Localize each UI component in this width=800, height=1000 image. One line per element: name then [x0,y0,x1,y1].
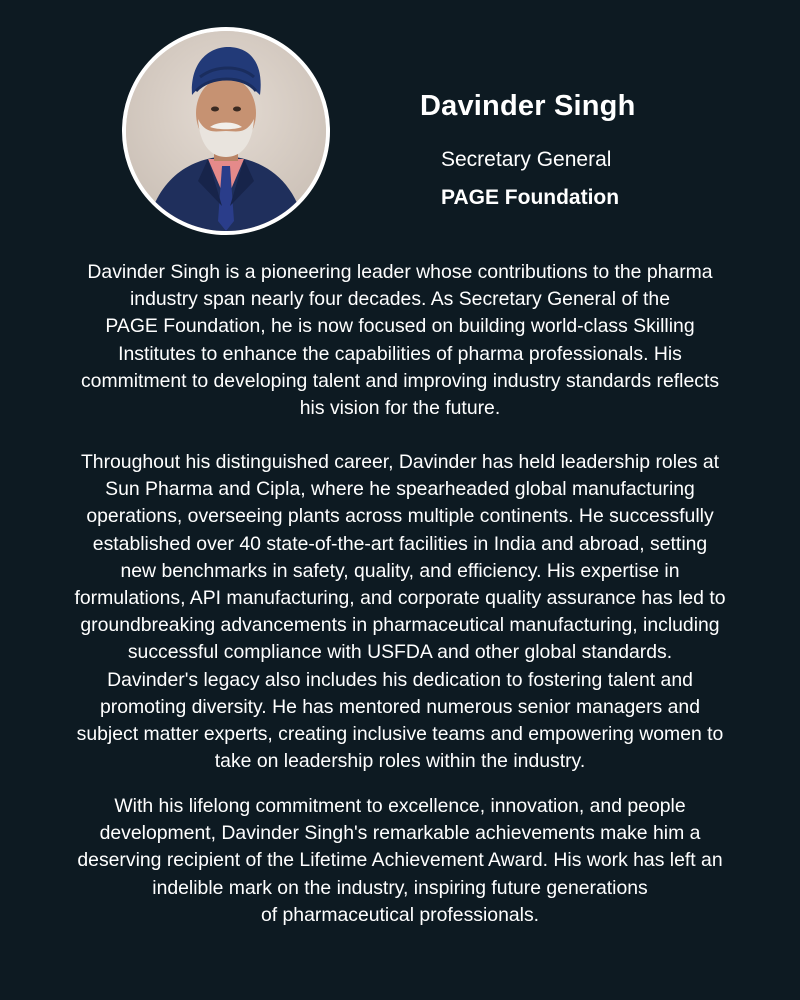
bio-line: new benchmarks in safety, quality, and efficiency. His expertise in [120,559,680,582]
profile-photo [122,27,330,235]
bio-line: formulations, API manufacturing, and corporate quality assurance has led to [74,587,726,610]
bio-line: operations, overseeing plants across multiple continents. He successfully [86,505,714,528]
bio-line: With his lifelong commitment to excellence, innovation, and people [114,795,686,817]
bio-line: his vision for the future. [299,397,501,420]
bio-line: commitment to developing talent and improving industry standards reflects [80,369,720,392]
bio-line: take on leadership roles within the industry. [214,750,586,773]
bio-line: industry span nearly four decades. As Secretary General of the [129,288,670,311]
bio-line: development, Davinder Singh's remarkable achievements make him a [99,822,701,845]
bio-line: groundbreaking advancements in pharmaceutical manufacturing, including [80,614,720,637]
bio-line: Institutes to enhance the capabilities of pharma professionals. His [118,342,682,365]
bio-line: of pharmaceutical professionals. [260,903,540,926]
bio-line: deserving recipient of the Lifetime Achievement Award. His work has left an [77,849,723,872]
bio-paragraph-3 [20,793,780,929]
person-organization: PAGE Foundation [441,186,620,209]
bio-line: successful compliance with USFDA and other global standards. [127,641,673,664]
person-role: Secretary General [441,148,612,171]
bio-line: promoting diversity. He has mentored numerous senior managers and [100,695,700,718]
bio-line: Sun Pharma and Cipla, where he spearheaded global manufacturing [105,478,695,501]
bio-line: subject matter experts, creating inclusive teams and empowering women to [76,723,724,746]
bio-line: Throughout his distinguished career, Davinder has held leadership roles at [80,451,720,473]
bio-line: Davinder's legacy also includes his dedication to fostering talent and [107,668,693,691]
bio-line: PAGE Foundation, he is now focused on building world-class Skilling [105,315,695,338]
bio-line: Davinder Singh is a pioneering leader whose contributions to the pharma [87,261,713,283]
bio-line: indelible mark on the industry, inspiring future generations [152,876,648,899]
bio-line: established over 40 state-of-the-art facilities in India and abroad, setting [92,532,708,555]
person-name: Davinder Singh [420,90,636,122]
bio-paragraph-1 [20,259,780,422]
bio-paragraph-2 [20,449,780,775]
